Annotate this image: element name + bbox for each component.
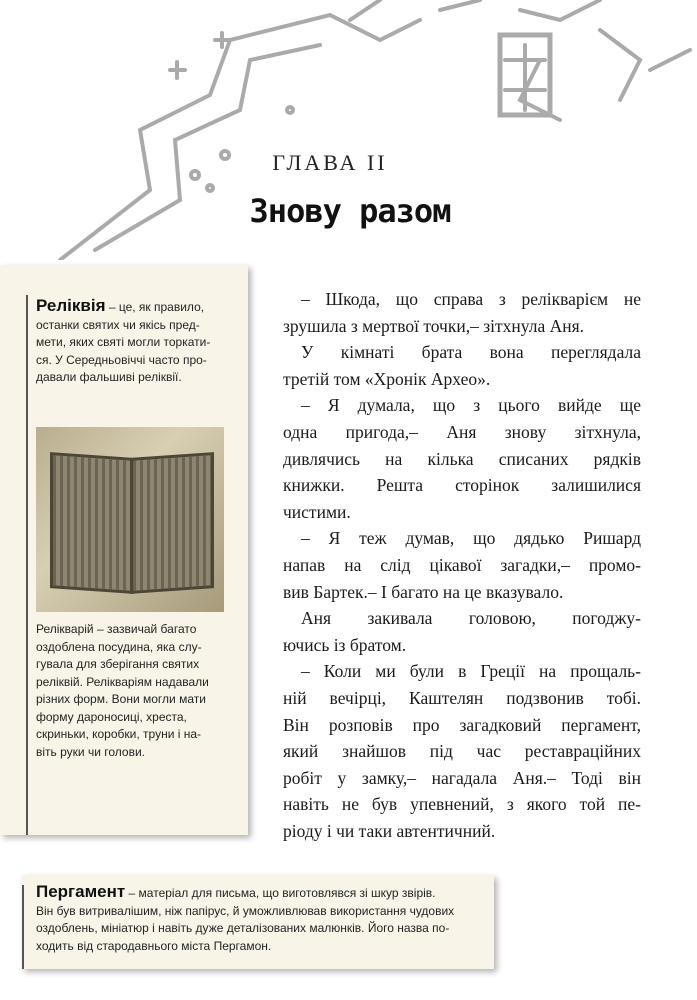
caption-line: Релікварій – зазвичай багато [36, 622, 197, 636]
reliquary-caption [36, 621, 232, 761]
text-line: який знайшов під час реставраційних [283, 741, 641, 762]
text-line: Він розповів про загадковий пергамент, [283, 714, 641, 735]
caption-line: скриньки, коробки, труни і на- [36, 727, 202, 741]
text-line: У кімнаті брата вона переглядала [301, 342, 641, 363]
chapter-title: Знову разом [249, 192, 451, 230]
sidebar-note-relic [0, 265, 248, 835]
term-parchment: Пергамент [36, 882, 126, 901]
caption-line: форму дароносиці, хреста, [36, 709, 187, 724]
text-line: чистими. [283, 501, 351, 522]
def-line: оздоблень, мініатюр і навіть дуже деталізованих малюнків. Його назва по- [36, 921, 450, 935]
def-line: давали фальшиві реліквії. [36, 370, 182, 384]
def-line: останки святих чи якісь пред- [36, 317, 200, 332]
text-line: одна пригода,– Аня знову зітхнула, [283, 421, 641, 442]
def-line: мети, яких святі могли торкати- [36, 335, 211, 349]
text-line: книжки. Решта сторінок залишилися [283, 475, 641, 496]
caption-line: гувала для зберігання святих [36, 657, 200, 671]
text-line: ріоду і чи таки автентичний. [283, 820, 496, 841]
sidebar-note-parchment [22, 875, 494, 969]
parchment-definition [36, 883, 488, 955]
caption-line: реліквій. Релікваріям надавали [36, 674, 209, 689]
relic-definition [36, 297, 232, 387]
sidebar-rule [26, 295, 28, 835]
text-line: Аня закивала головою, погоджу- [301, 608, 641, 629]
text-line: – Я думала, що з цього вийде ще [301, 395, 641, 416]
def-line: ходить від стародавнього міста Пергамон. [36, 938, 272, 953]
text-line: – Коли ми були в Греції на прощаль- [301, 661, 641, 682]
chapter-label: ГЛАВА II [272, 150, 388, 175]
sidebar-rule [22, 885, 24, 969]
text-line: вив Бартек.– І багато на це вказувало. [283, 581, 564, 602]
text-line: навіть не був упевнений, з якого той пе- [283, 794, 641, 815]
def-line: – це, як правило, [105, 300, 205, 314]
term-relic: Реліквія [36, 296, 106, 315]
def-line: ся. У Середньовіччі часто про- [36, 352, 207, 367]
text-line: ючись із братом. [283, 634, 407, 655]
text-line: – Шкода, що справа з релікварієм не [301, 289, 641, 309]
caption-line: віть руки чи голови. [36, 744, 145, 759]
reliquary-photo [36, 427, 224, 612]
text-line: дивлячись на кілька списаних рядків [283, 448, 641, 469]
def-line: – матеріал для письма, що виготовлявся зі шкур звірів. [125, 886, 436, 900]
text-line: зрушила з мертвої точки,– зітхнула Аня. [283, 315, 585, 336]
text-line: ній вечірці, Каштелян подзвонив тобі. [283, 687, 641, 708]
main-text [283, 286, 641, 844]
caption-line: оздоблена посудина, яка слу- [36, 639, 202, 654]
def-line: Він був витривалішим, ніж папірус, й уможливлював використання чудових [36, 903, 455, 918]
text-line: – Я теж думав, що дядько Ришард [301, 528, 641, 549]
caption-line: різних форм. Вони могли мати [36, 692, 206, 706]
text-line: робіт у замку,– нагадала Аня.– Тоді він [283, 767, 641, 788]
text-line: напав на слід цікавої загадки,– промо- [283, 554, 641, 575]
text-line: третій том «Хронік Архео». [283, 368, 491, 389]
